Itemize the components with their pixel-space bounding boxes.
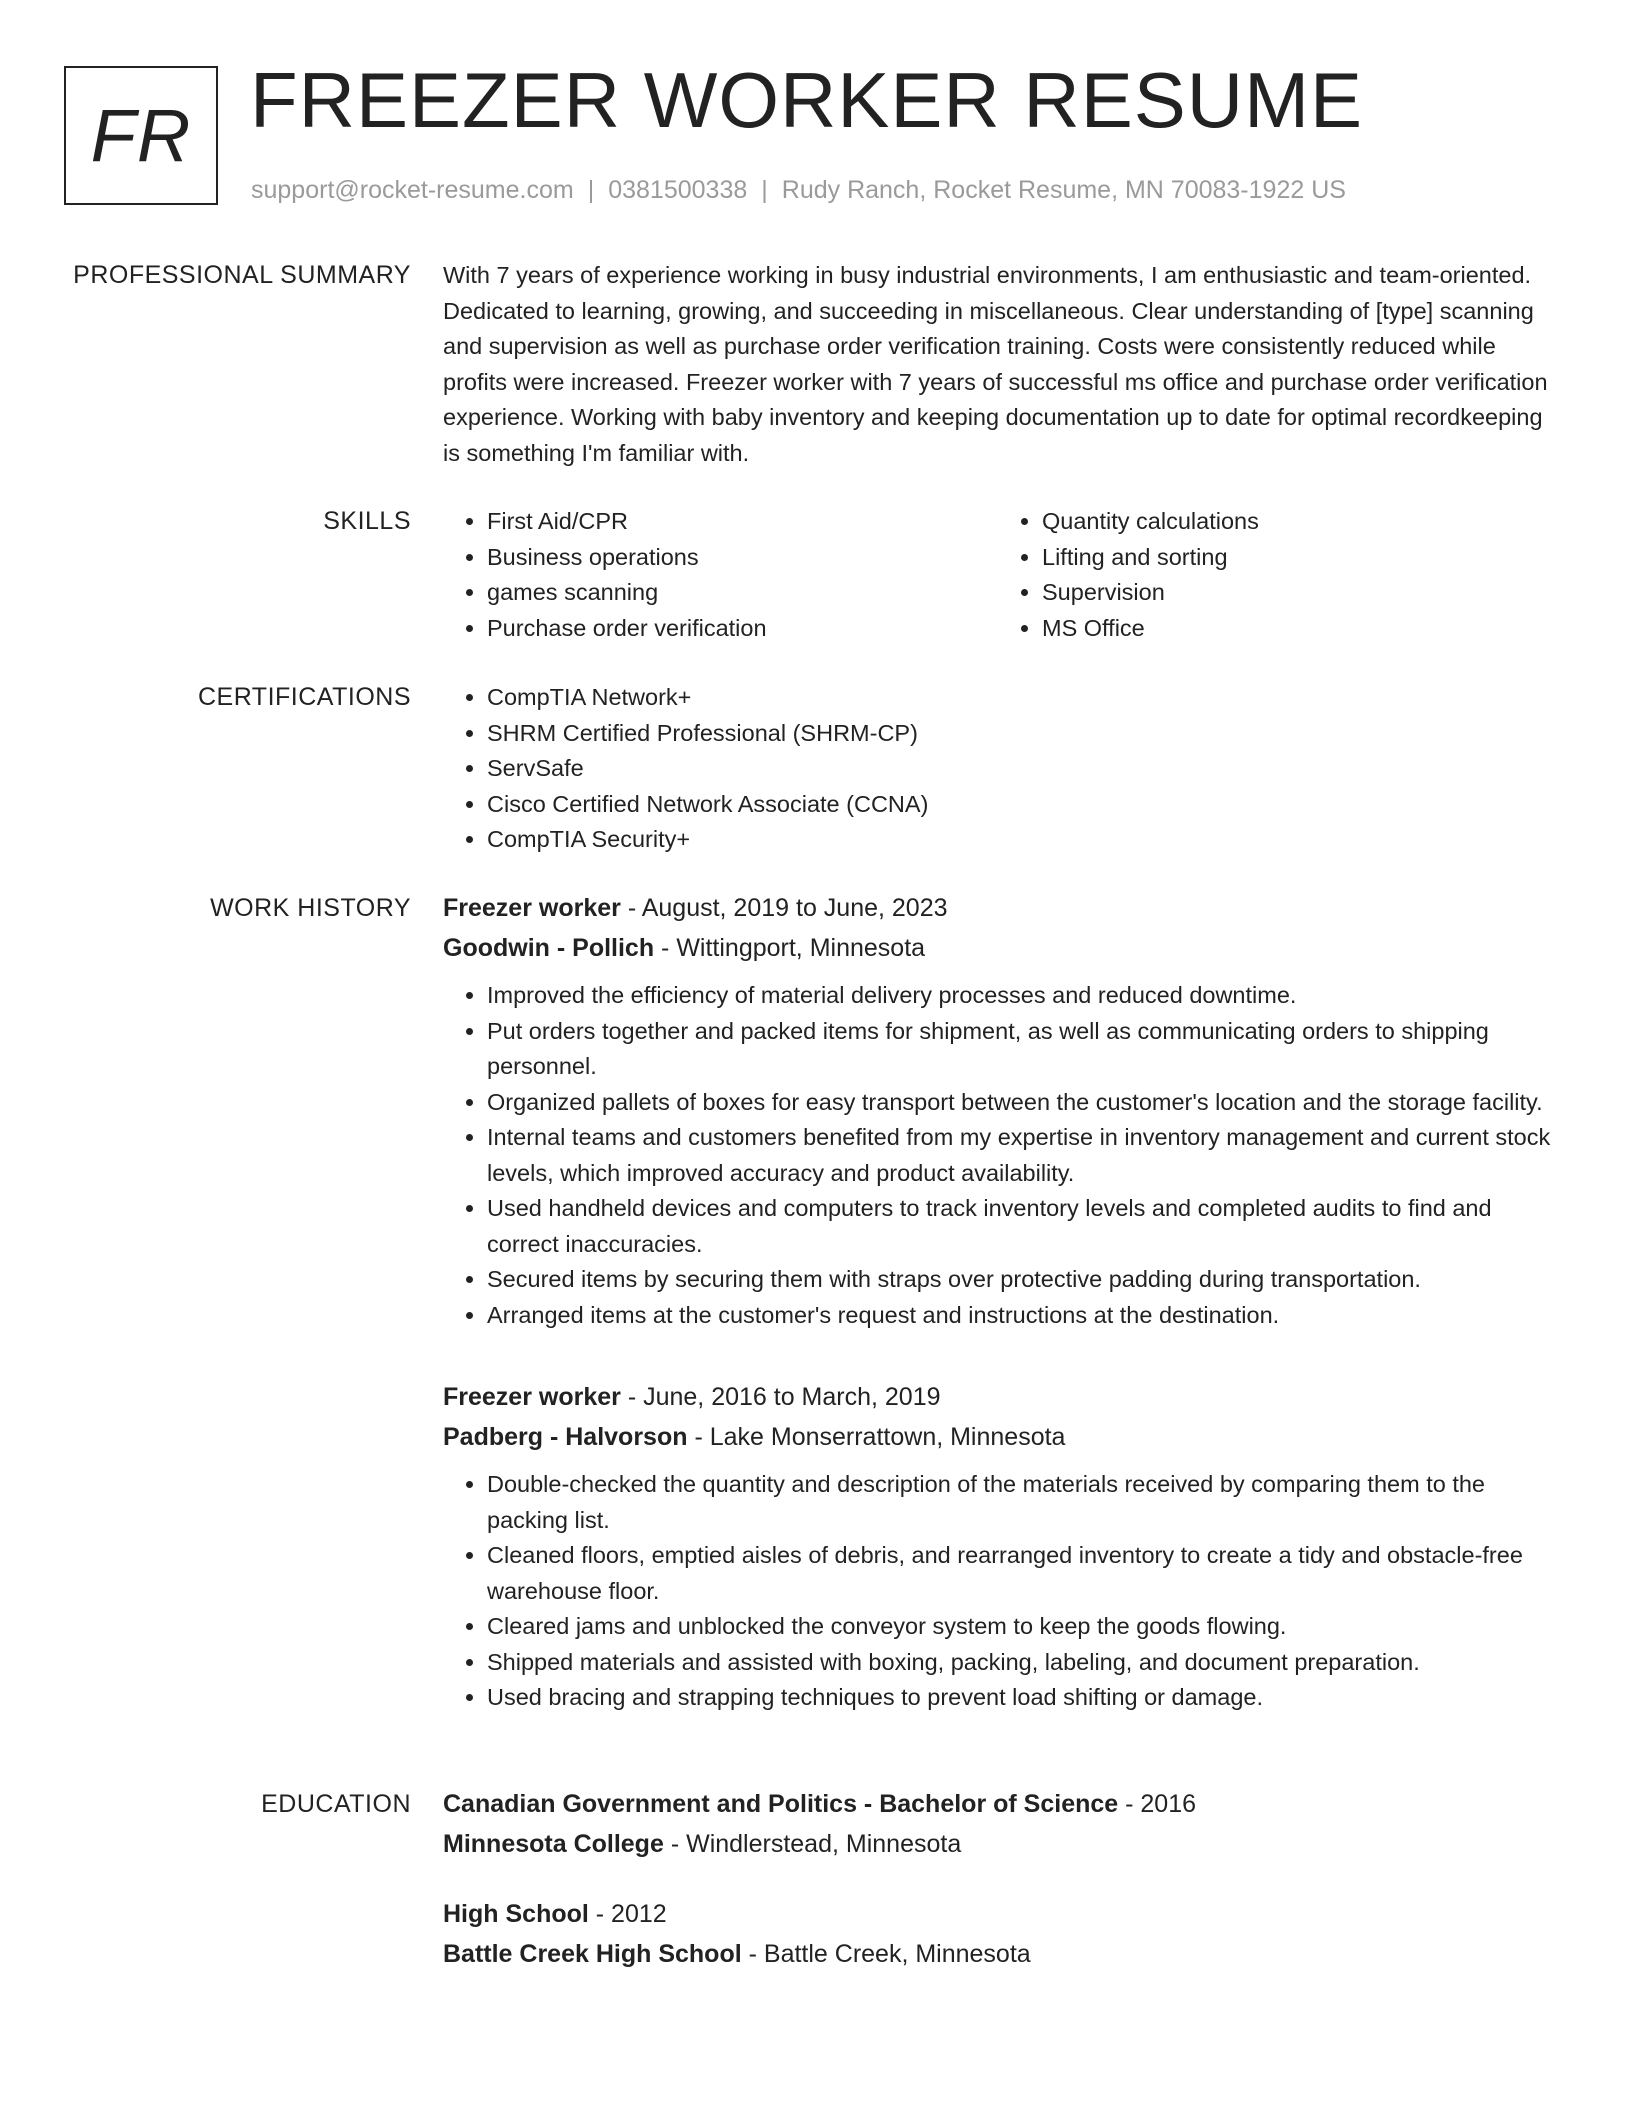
education-school: Minnesota College bbox=[443, 1830, 664, 1858]
certifications-body bbox=[443, 680, 1553, 858]
job-bullet: • Secured items by securing them with straps over protective padding during transportation. bbox=[487, 1262, 1553, 1298]
job-bullet: • Double-checked the quantity and description of the materials received by comparing them to the packing list. bbox=[487, 1467, 1553, 1538]
education-degree-line bbox=[443, 1894, 1553, 1934]
summary-body bbox=[443, 258, 1553, 471]
job-bullet: • Cleared jams and unblocked the conveyor system to keep the goods flowing. bbox=[487, 1609, 1553, 1645]
job-bullet: • Used bracing and strapping techniques to prevent load shifting or damage. bbox=[487, 1680, 1553, 1716]
contact-address: Rudy Ranch, Rocket Resume, MN 70083-1922 US bbox=[781, 176, 1346, 204]
job-company: Goodwin - Pollich bbox=[443, 934, 655, 962]
job-bullets bbox=[443, 978, 1553, 1333]
monogram-logo: FR bbox=[64, 66, 218, 205]
job-dates: - June, 2016 to March, 2019 bbox=[620, 1383, 941, 1411]
certification-item: • SHRM Certified Professional (SHRM-CP) bbox=[487, 716, 1553, 752]
job-location: - Lake Monserrattown, Minnesota bbox=[687, 1423, 1066, 1451]
job-bullet: • Internal teams and customers benefited from my expertise in inventory management and current stock levels, which improved accuracy and product availability. bbox=[487, 1120, 1553, 1191]
summary-heading: PROFESSIONAL SUMMARY bbox=[73, 261, 411, 289]
skill-item: • Supervision bbox=[1042, 575, 1553, 611]
skill-item: • MS Office bbox=[1042, 611, 1553, 647]
education-degree-line bbox=[443, 1784, 1553, 1824]
job-bullet: • Used handheld devices and computers to track inventory levels and completed audits to find and correct inaccuracies. bbox=[487, 1191, 1553, 1262]
contact-phone: 0381500338 bbox=[608, 176, 748, 204]
job-entry bbox=[443, 888, 1553, 1333]
job-title-line bbox=[443, 888, 1553, 928]
education-entry bbox=[443, 1894, 1553, 1974]
certification-item: • CompTIA Network+ bbox=[487, 680, 1553, 716]
education-school-line bbox=[443, 1934, 1553, 1974]
education-body bbox=[443, 1784, 1553, 2004]
job-bullets bbox=[443, 1467, 1553, 1716]
summary-text: With 7 years of experience working in busy industrial environments, I am enthusiastic and team-oriented. Dedicated to learning, growing, and succeeding in miscellaneous. Clear understanding of [type] scanning and supervision as well as purchase order verification training. Costs were consistently reduced while profits were increased. Freezer worker with 7 years of successful ms office and purchase order verification experience. Working with baby inventory and keeping documentation up to date for optimal recordkeeping is something I'm familiar with. bbox=[443, 262, 1548, 466]
education-school: Battle Creek High School bbox=[443, 1940, 742, 1968]
education-degree: Canadian Government and Politics - Bachelor of Science bbox=[443, 1790, 1119, 1818]
certifications-list bbox=[443, 680, 1553, 858]
skill-item: • First Aid/CPR bbox=[487, 504, 998, 540]
work-history-heading: WORK HISTORY bbox=[210, 894, 411, 922]
certification-item: • Cisco Certified Network Associate (CCNA) bbox=[487, 787, 1553, 823]
education-location: - Windlerstead, Minnesota bbox=[663, 1830, 962, 1858]
job-bullet: • Cleaned floors, emptied aisles of debris, and rearranged inventory to create a tidy and obstacle-free warehouse floor. bbox=[487, 1538, 1553, 1609]
education-heading: EDUCATION bbox=[261, 1790, 411, 1818]
job-title: Freezer worker bbox=[443, 894, 621, 922]
education-entry bbox=[443, 1784, 1553, 1864]
skill-item: • Purchase order verification bbox=[487, 611, 998, 647]
job-bullet: • Improved the efficiency of material delivery processes and reduced downtime. bbox=[487, 978, 1553, 1014]
skill-item: • Lifting and sorting bbox=[1042, 540, 1553, 576]
skills-list-left bbox=[443, 504, 998, 646]
education-location: - Battle Creek, Minnesota bbox=[741, 1940, 1031, 1968]
job-company: Padberg - Halvorson bbox=[443, 1423, 688, 1451]
skill-item: • Quantity calculations bbox=[1042, 504, 1553, 540]
skills-list-right bbox=[998, 504, 1553, 646]
contact-separator: | bbox=[587, 176, 595, 204]
job-bullet: • Put orders together and packed items for shipment, as well as communicating orders to shipping personnel. bbox=[487, 1014, 1553, 1085]
job-bullet: • Organized pallets of boxes for easy transport between the customer's location and the storage facility. bbox=[487, 1085, 1553, 1121]
job-entry bbox=[443, 1377, 1553, 1716]
job-bullet: • Arranged items at the customer's request and instructions at the destination. bbox=[487, 1298, 1553, 1334]
skill-item: • games scanning bbox=[487, 575, 998, 611]
job-dates: - August, 2019 to June, 2023 bbox=[620, 894, 948, 922]
job-bullet: • Shipped materials and assisted with boxing, packing, labeling, and document preparation. bbox=[487, 1645, 1553, 1681]
certifications-heading: CERTIFICATIONS bbox=[197, 683, 411, 711]
job-company-line bbox=[443, 928, 1553, 968]
skills-body bbox=[443, 504, 1553, 646]
work-history-body bbox=[443, 888, 1553, 1760]
job-company-line bbox=[443, 1417, 1553, 1457]
skill-item: • Business operations bbox=[487, 540, 998, 576]
job-title-line bbox=[443, 1377, 1553, 1417]
certification-item: • CompTIA Security+ bbox=[487, 822, 1553, 858]
education-year: - 2012 bbox=[588, 1900, 667, 1928]
education-year: - 2016 bbox=[1118, 1790, 1197, 1818]
job-title: Freezer worker bbox=[443, 1383, 621, 1411]
page-title: FREEZER WORKER RESUME bbox=[250, 56, 1364, 144]
contact-line bbox=[251, 172, 1346, 208]
contact-email: support@rocket-resume.com bbox=[251, 176, 574, 204]
contact-separator: | bbox=[761, 176, 768, 204]
education-degree: High School bbox=[443, 1900, 589, 1928]
education-school-line bbox=[443, 1824, 1553, 1864]
skills-heading: SKILLS bbox=[323, 507, 411, 535]
job-location: - Wittingport, Minnesota bbox=[654, 934, 926, 962]
certification-item: • ServSafe bbox=[487, 751, 1553, 787]
